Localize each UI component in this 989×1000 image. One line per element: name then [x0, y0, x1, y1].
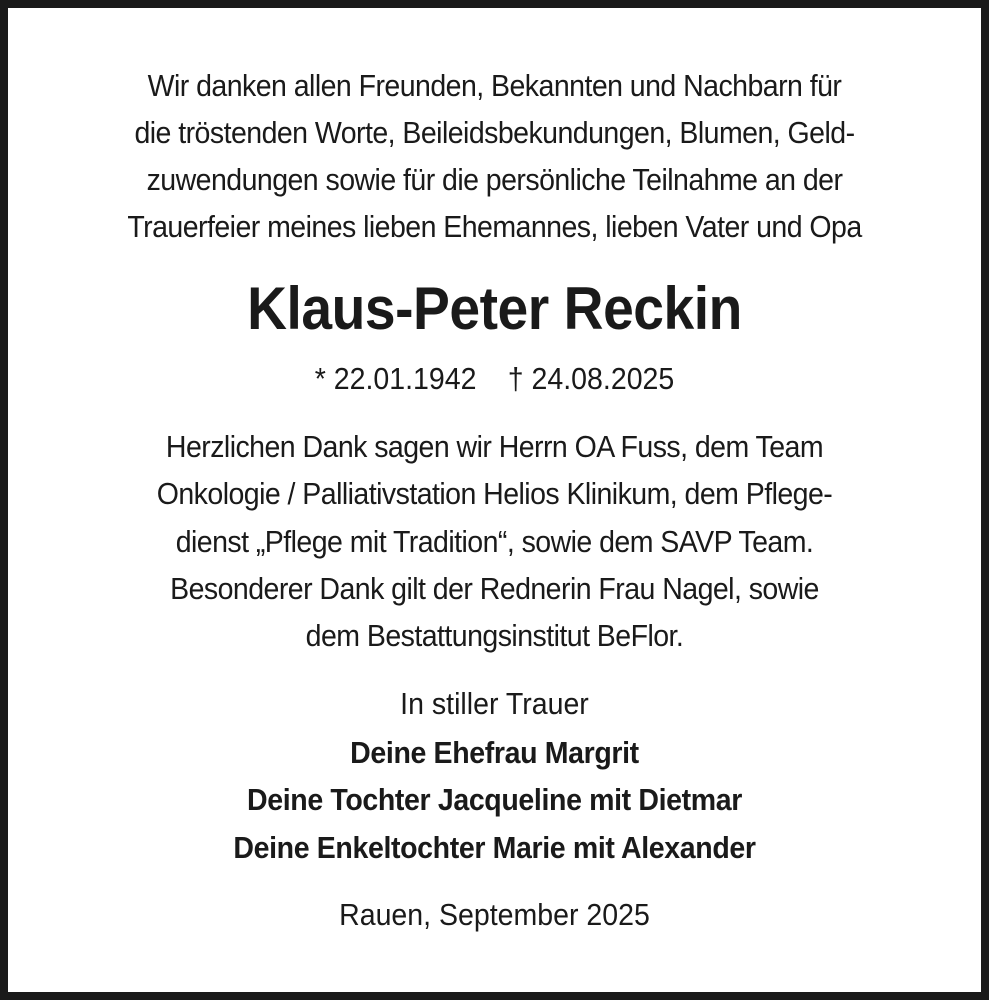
birth-date: * 22.01.1942 — [314, 361, 477, 396]
mourner-name: Deine Ehefrau Margrit — [350, 735, 639, 770]
thanks-line: Herzlichen Dank sagen wir Herrn OA Fuss, dem Team — [165, 429, 824, 464]
intro-line: die tröstenden Worte, Beileidsbekundungen, Blumen, Geld- — [134, 115, 855, 150]
life-dates — [47, 361, 942, 397]
place-date: Rauen, September 2025 — [339, 897, 650, 932]
intro-line: zuwendungen sowie für die persönliche Teilnahme an der — [146, 162, 843, 197]
mourner-name: Deine Enkeltochter Marie mit Alexander — [233, 830, 756, 865]
thanks-line: dem Bestattungsinstitut BeFlor. — [305, 618, 684, 653]
deceased-name: Klaus-Peter Reckin — [247, 275, 742, 342]
intro-line: Wir danken allen Freunden, Bekannten und Nachbarn für — [147, 68, 842, 103]
mourning-lead: In stiller Trauer — [400, 686, 589, 721]
intro-line: Trauerfeier meines lieben Ehemannes, lieben Vater und Opa — [127, 209, 862, 244]
thanks-line: Besonderer Dank gilt der Rednerin Frau Nagel, sowie — [170, 571, 819, 606]
thanks-line: Onkologie / Palliativstation Helios Klinikum, dem Pflege- — [156, 476, 833, 511]
death-date: † 24.08.2025 — [507, 361, 675, 396]
mourner-name: Deine Tochter Jacqueline mit Dietmar — [247, 782, 742, 817]
thanks-line: dienst „Pflege mit Tradition“, sowie dem SAVP Team. — [175, 524, 814, 559]
